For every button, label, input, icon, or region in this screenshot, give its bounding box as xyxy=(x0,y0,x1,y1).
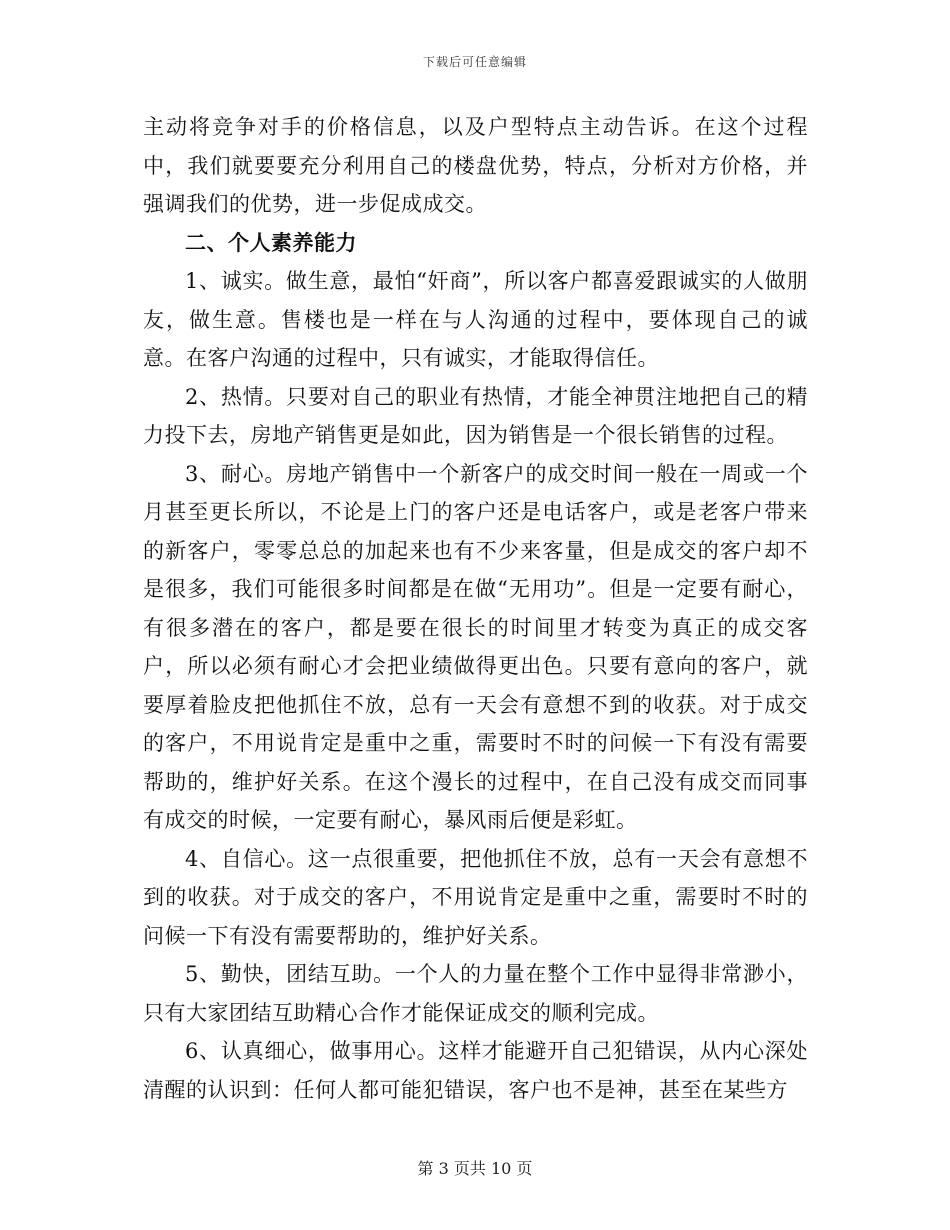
paragraph-enthusiasm: 2、热情。只要对自己的职业有热情，才能全神贯注地把自己的精力投下去，房地产销售更是如此，因为销售是一个很长销售的过程。 xyxy=(143,384,808,447)
document-body xyxy=(143,108,808,1109)
page-header: 下载后可任意编辑 xyxy=(422,55,527,69)
page-footer: 第 3 页共 10 页 xyxy=(417,1159,533,1178)
paragraph-intro-continuation: 主动将竞争对手的价格信息，以及户型特点主动告诉。在这个过程中，我们就要要充分利用自己的楼盘优势，特点，分析对方价格，并强调我们的优势，进一步促成成交。 xyxy=(143,115,808,216)
paragraph-patience: 3、耐心。房地产销售中一个新客户的成交时间一般在一周或一个月甚至更长所以，不论是上门的客户还是电话客户，或是老客户带来的新客户，零零总总的加起来也有不少来客量，但是成交的客户却不是很多，我们可能很多时间都是在做“无用功”。但是一定要有耐心，有很多潜在的客户，都是要在很长的时间里才转变为真正的成交客户，所以必须有耐心才会把业绩做得更出色。只要有意向的客户，就要厚着脸皮把他抓住不放，总有一天会有意想不到的收获。对于成交的客户，不用说肯定是重中之重，需要时不时的问候一下有没有需要帮助的，维护好关系。在这个漫长的过程中，在自己没有成交而同事有成交的时候，一定要有耐心，暴风雨后便是彩虹。 xyxy=(143,461,808,832)
section-heading-personal-qualities: 二、个人素养能力 xyxy=(185,230,357,255)
paragraph-honesty: 1、诚实。做生意，最怕“奸商”，所以客户都喜爱跟诚实的人做朋友，做生意。售楼也是一样在与人沟通的过程中，要体现自己的诚意。在客户沟通的过程中，只有诚实，才能取得信任。 xyxy=(143,269,808,370)
paragraph-confidence: 4、自信心。这一点很重要，把他抓住不放，总有一天会有意想不到的收获。对于成交的客户，不用说肯定是重中之重，需要时不时的问候一下有没有需要帮助的，维护好关系。 xyxy=(143,846,808,948)
paragraph-teamwork: 5、勤快，团结互助。一个人的力量在整个工作中显得非常渺小，只有大家团结互助精心合作才能保证成交的顺利完成。 xyxy=(143,962,808,1025)
paragraph-carefulness: 6、认真细心，做事用心。这样才能避开自己犯错误，从内心深处清醒的认识到：任何人都可能犯错误，客户也不是神，甚至在某些方 xyxy=(143,1039,808,1102)
